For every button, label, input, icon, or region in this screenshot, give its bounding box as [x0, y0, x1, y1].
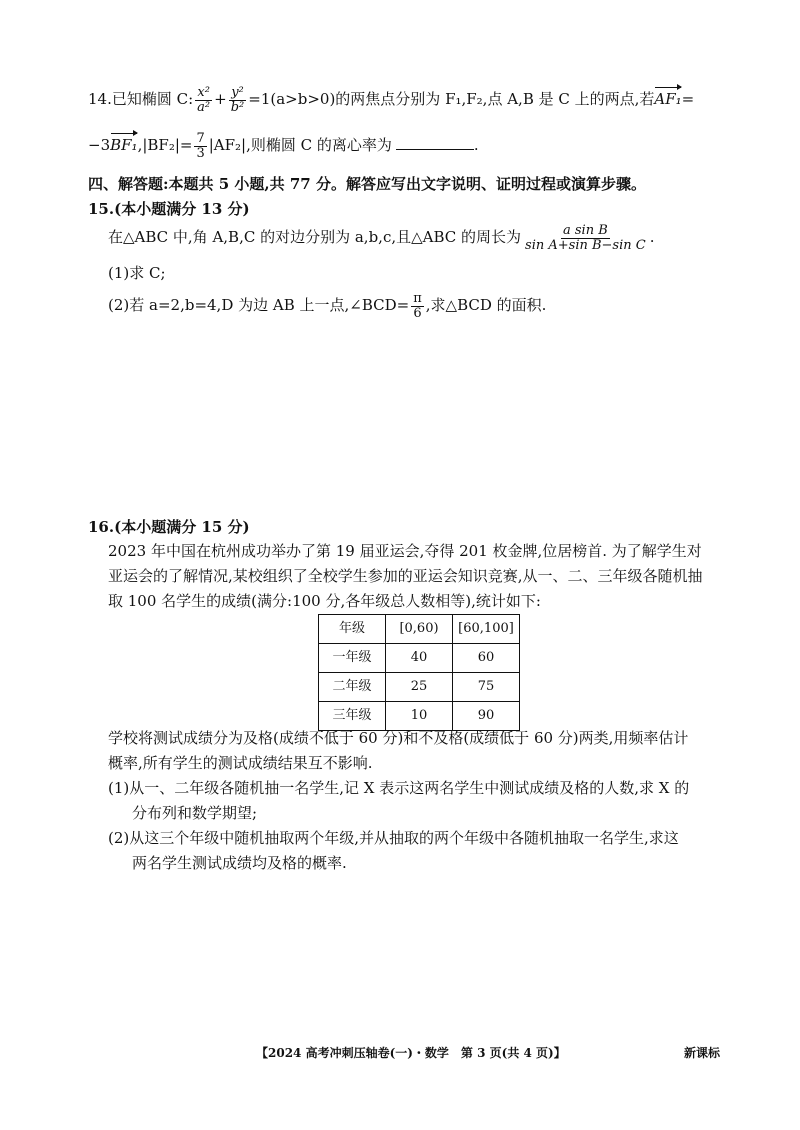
q14-text-2: =1(a>b>0)的两焦点分别为 F₁,F₂,点 A,B 是 C 上的两点,若 [248, 90, 655, 109]
q14-line-2 [88, 132, 479, 160]
table-cell-grade: 一年级 [319, 644, 386, 673]
q14-fraction-den: 3 [196, 145, 205, 161]
q16-para-2-line-2: 概率,所有学生的测试成绩结果互不影响. [108, 754, 373, 772]
table-cell: 10 [386, 702, 453, 731]
q14-text-3: −3 [88, 136, 111, 155]
q14-text-5: |AF₂|,则椭圆 C 的离心率为 [208, 136, 392, 155]
q14-fraction-seven-thirds [194, 132, 206, 160]
table-header-row [319, 615, 520, 644]
table-header-cell: [0,60) [386, 615, 453, 644]
q14-equals: = [681, 90, 695, 109]
q14-fraction-x-num: x² [197, 85, 210, 100]
table-header-cell: [60,100] [453, 615, 520, 644]
q16-para-1-line-1: 2023 年中国在杭州成功举办了第 19 届亚运会,夺得 201 枚金牌,位居榜首. 为了解学生对 [108, 542, 702, 560]
table-cell: 25 [386, 673, 453, 702]
q16-para-2-line-1: 学校将测试成绩分为及格(成绩不低于 60 分)和不及格(成绩低于 60 分)两类,用频率估计 [108, 729, 689, 747]
q14-number: 14. [88, 90, 112, 109]
q14-fraction-x-den: a² [197, 99, 211, 115]
q16-part-2-line-1: (2)从这三个年级中随机抽取两个年级,并从抽取的两个年级中各随机抽取一名学生,求这 [108, 829, 679, 847]
grades-table [318, 614, 520, 731]
section-4-heading: 四、解答题:本题共 5 小题,共 77 分。解答应写出文字说明、证明过程或演算步骤。 [88, 175, 646, 193]
table-header-cell: 年级 [319, 615, 386, 644]
q14-text-6: . [473, 136, 479, 155]
q16-header: 16.(本小题满分 15 分) [88, 518, 250, 536]
q15-part-2 [108, 292, 546, 320]
table-cell: 40 [386, 644, 453, 673]
q14-fraction-x [195, 86, 212, 114]
q16-part-1-line-1: (1)从一、二年级各随机抽一名学生,记 X 表示这两名学生中测试成绩及格的人数,求 X 的 [108, 779, 690, 797]
q14-fraction-y-num: y² [231, 85, 244, 100]
q14-fraction-num: 7 [196, 131, 205, 146]
table-cell: 90 [453, 702, 520, 731]
q16-para-1-line-2: 亚运会的了解情况,某校组织了全校学生参加的亚运会知识竞赛,从一、二、三年级各随机抽 [108, 567, 703, 585]
q14-plus: + [214, 90, 227, 109]
table-cell: 60 [453, 644, 520, 673]
q14-fraction-y [229, 86, 247, 114]
q14-fraction-y-den: b² [230, 99, 245, 115]
grades-table-wrapper [318, 614, 520, 731]
q14-line-1 [88, 86, 694, 114]
table-row [319, 673, 520, 702]
footer-page-info: 【2024 高考冲刺压轴卷(一)・数学 第 3 页(共 4 页)】 [256, 1046, 566, 1060]
footer-edition-label: 新课标 [684, 1046, 721, 1060]
q14-answer-blank[interactable] [396, 148, 474, 150]
table-cell: 75 [453, 673, 520, 702]
table-cell-grade: 三年级 [319, 702, 386, 731]
q15-fraction-six: 6 [413, 305, 422, 321]
q15-fraction-num: a sin B [562, 223, 608, 238]
q14-text-4: ,|BF₂|= [137, 136, 193, 155]
q15-stem [108, 224, 655, 252]
q15-header: 15.(本小题满分 13 分) [88, 200, 250, 218]
table-cell-grade: 二年级 [319, 673, 386, 702]
q15-part-2-text: (2)若 a=2,b=4,D 为边 AB 上一点,∠BCD= [108, 296, 410, 315]
q16-part-2-line-2: 两名学生测试成绩均及格的概率. [132, 854, 347, 872]
q15-fraction-pi: π [413, 291, 422, 306]
q15-stem-text: 在△ABC 中,角 A,B,C 的对边分别为 a,b,c,且△ABC 的周长为 [108, 228, 522, 247]
q14-text: 已知椭圆 C: [111, 90, 194, 109]
q15-stem-end: . [649, 228, 655, 247]
q15-part-2-end: ,求△BCD 的面积. [425, 296, 547, 315]
q14-vector-af1: AF₁ [654, 86, 681, 111]
q14-vector-bf1: BF₁ [110, 132, 137, 157]
table-row [319, 644, 520, 673]
q15-fraction-den: sin A+sin B−sin C [525, 237, 646, 253]
q15-perimeter-fraction [523, 224, 648, 252]
q15-angle-fraction [411, 292, 424, 320]
q16-para-1-line-3: 取 100 名学生的成绩(满分:100 分,各年级总人数相等),统计如下: [108, 592, 541, 610]
q15-part-1: (1)求 C; [108, 264, 166, 282]
q16-part-1-line-2: 分布列和数学期望; [132, 804, 258, 822]
